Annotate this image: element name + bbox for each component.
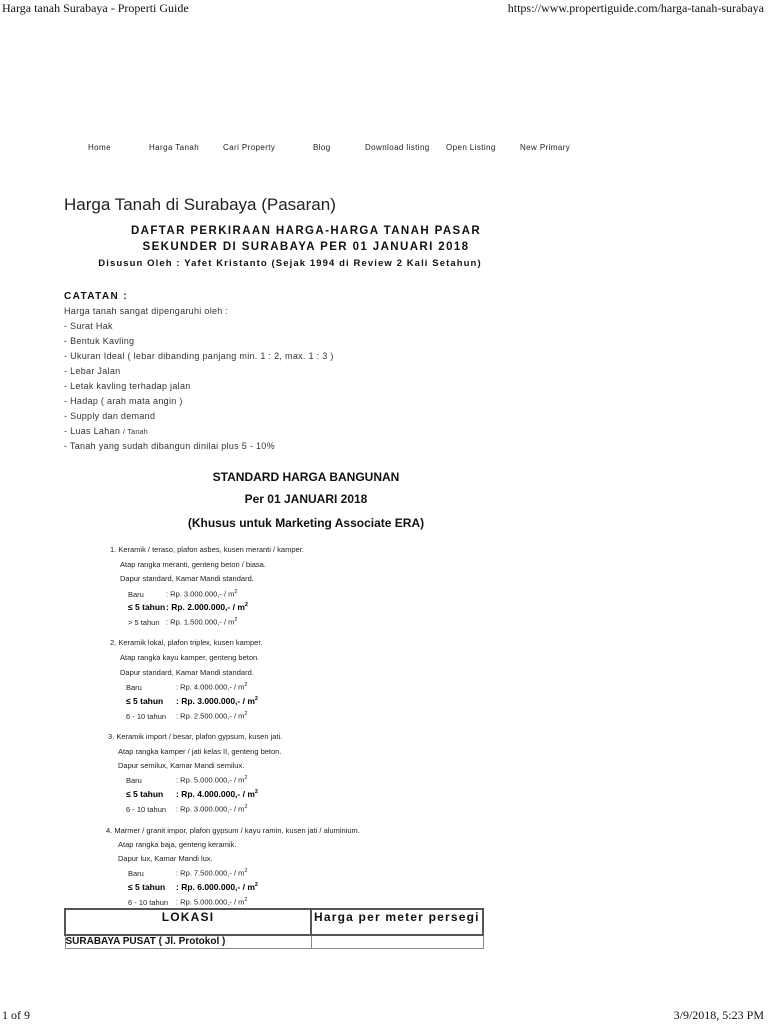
page-header-url[interactable]: https://www.propertiguide.com/harga-tanah-surabaya — [507, 1, 764, 15]
price-row — [126, 804, 247, 814]
catatan-item: - Supply dan demand — [64, 411, 156, 421]
catatan-item: - Surat Hak — [64, 321, 113, 331]
price-value: : Rp. 4.000.000,- / m — [176, 789, 255, 799]
catatan-item: - Tanah yang sudah dibangun dinilai plus 5 - 10% — [64, 441, 275, 451]
nav-home[interactable]: Home — [88, 143, 111, 152]
price-label: Baru — [126, 682, 142, 692]
unit-sup: 2 — [244, 868, 248, 874]
price-row — [126, 789, 258, 799]
price-value: : Rp. 3.000.000,- / m — [176, 696, 255, 706]
page-header-title: Harga tanah Surabaya - Properti Guide — [2, 1, 189, 15]
unit-sup: 2 — [234, 617, 238, 623]
lokasi-table — [64, 908, 484, 949]
group-2-desc: Atap rangka kayu kamper, genteng beton. — [120, 653, 260, 662]
price-row — [126, 711, 247, 721]
catatan-item: - Bentuk Kavling — [64, 336, 135, 346]
print-datetime: 3/9/2018, 5:23 PM — [673, 1008, 764, 1022]
group-4-desc: Atap rangka baja, genteng keramik. — [118, 840, 237, 849]
group-2-desc: Dapur standard, Kamar Mandi standard. — [120, 668, 254, 677]
unit-sup: 2 — [244, 775, 248, 781]
catatan-item: - Letak kavling terhadap jalan — [64, 381, 191, 391]
price-label: Baru — [128, 868, 144, 878]
price-label: ≤ 5 tahun — [128, 602, 166, 612]
table-cell-harga — [311, 935, 483, 949]
unit-sup: 2 — [254, 882, 258, 889]
price-row — [126, 696, 258, 706]
doc-author: Disusun Oleh : Yafet Kristanto (Sejak 1994 di Review 2 Kali Setahun) — [98, 258, 482, 269]
catatan-label: CATATAN : — [64, 291, 129, 302]
catatan-item-luas — [64, 426, 148, 436]
catatan-item: - Ukuran Ideal ( lebar dibanding panjang min. 1 : 2, max. 1 : 3 ) — [64, 351, 334, 361]
nav-harga-tanah[interactable]: Harga Tanah — [149, 143, 200, 152]
doc-heading-line2: SEKUNDER DI SURABAYA PER 01 JANUARI 2018 — [142, 241, 470, 253]
group-1-desc: 1. Keramik / teraso, plafon asbes, kusen meranti / kamper. — [110, 545, 304, 554]
group-4-desc: Dapur lux, Kamar Mandi lux. — [118, 854, 213, 863]
table-cell-lokasi: SURABAYA PUSAT ( Jl. Protokol ) — [65, 935, 311, 949]
price-value: : Rp. 5.000.000,- / m — [176, 775, 245, 785]
price-row — [128, 602, 248, 612]
standard-note: (Khusus untuk Marketing Associate ERA) — [187, 516, 425, 530]
price-value: : Rp. 3.000.000,- / m — [176, 804, 245, 814]
nav-new-primary[interactable]: New Primary — [520, 143, 571, 152]
price-row — [126, 682, 247, 692]
price-label: 6 - 10 tahun — [126, 804, 167, 814]
unit-sup: 2 — [254, 696, 258, 703]
catatan-luas-suffix: / Tanah — [122, 429, 148, 436]
unit-sup: 2 — [244, 711, 248, 717]
price-label: 6 - 10 tahun — [126, 711, 167, 721]
table-header-row — [65, 909, 483, 935]
group-2-desc: 2. Keramik lokal, plafon tripleк, kusen kamper. — [110, 638, 263, 647]
price-label: 6 - 10 tahun — [128, 897, 169, 907]
price-value: : Rp. 2.000.000,- / m — [166, 602, 245, 612]
catatan-item: - Luas Lahan — [64, 426, 121, 436]
nav-blog[interactable]: Blog — [313, 143, 331, 152]
group-3-desc: Atap rangka kamper / jati kelas II, genteng beton. — [118, 747, 282, 756]
price-row — [128, 882, 258, 892]
catatan-item: - Hadap ( arah mata angin ) — [64, 396, 183, 406]
standard-date: Per 01 JANUARI 2018 — [244, 492, 368, 506]
price-row — [126, 775, 247, 785]
unit-sup: 2 — [254, 789, 258, 796]
group-4-desc: 4. Marmer / granit impor, plafon gypsum / kayu ramin, kusen jati / aluminium. — [106, 826, 360, 835]
doc-heading-line1: DAFTAR PERKIRAAN HARGA-HARGA TANAH PASAR — [130, 225, 482, 237]
price-value: : Rp. 7.500.000,- / m — [176, 868, 245, 878]
group-1-desc: Atap rangka meranti, genteng beton / biasa. — [120, 560, 266, 569]
table-header-harga: Harga per meter persegi — [311, 909, 483, 935]
price-value: : Rp. 2.500.000,- / m — [176, 711, 245, 721]
price-label: Baru — [126, 775, 142, 785]
price-value: : Rp. 3.000.000,- / m — [166, 589, 235, 599]
price-label: Baru — [128, 589, 144, 599]
unit-sup: 2 — [244, 602, 248, 609]
price-label: ≤ 5 tahun — [128, 882, 166, 892]
price-row — [128, 897, 247, 907]
price-value: : Rp. 5.000.000,- / m — [176, 897, 245, 907]
unit-sup: 2 — [244, 682, 248, 688]
price-value: : Rp. 4.000.000,- / m — [176, 682, 245, 692]
price-label: ≤ 5 tahun — [126, 789, 164, 799]
unit-sup: 2 — [244, 897, 248, 903]
price-row — [128, 589, 237, 599]
catatan-intro: Harga tanah sangat dipengaruhi oleh : — [64, 306, 229, 316]
page-number: 1 of 9 — [2, 1008, 30, 1022]
group-3-desc: Dapur semilux, Kamar Mandi semilux. — [118, 761, 245, 770]
nav-open-listing[interactable]: Open Listing — [446, 143, 496, 152]
table-header-lokasi: LOKASI — [65, 909, 311, 935]
unit-sup: 2 — [234, 589, 238, 595]
price-label: > 5 tahun — [128, 617, 160, 627]
page-title: Harga Tanah di Surabaya (Pasaran) — [64, 195, 336, 214]
price-label: ≤ 5 tahun — [126, 696, 164, 706]
price-row — [128, 617, 237, 627]
price-row — [128, 868, 247, 878]
table-row — [65, 935, 483, 949]
group-1-desc: Dapur standard, Kamar Mandi standard. — [120, 574, 254, 583]
nav-cari-property[interactable]: Cari Property — [223, 143, 276, 152]
nav-download-listing[interactable]: Download listing — [365, 143, 430, 152]
standard-title: STANDARD HARGA BANGUNAN — [212, 470, 400, 484]
price-value: : Rp. 6.000.000,- / m — [176, 882, 255, 892]
group-3-desc: 3. Keramik import / besar, plafon gypsum, kusen jati. — [108, 732, 283, 741]
catatan-item: - Lebar Jalan — [64, 366, 121, 376]
price-value: : Rp. 1.500.000,- / m — [166, 617, 235, 627]
unit-sup: 2 — [244, 804, 248, 810]
